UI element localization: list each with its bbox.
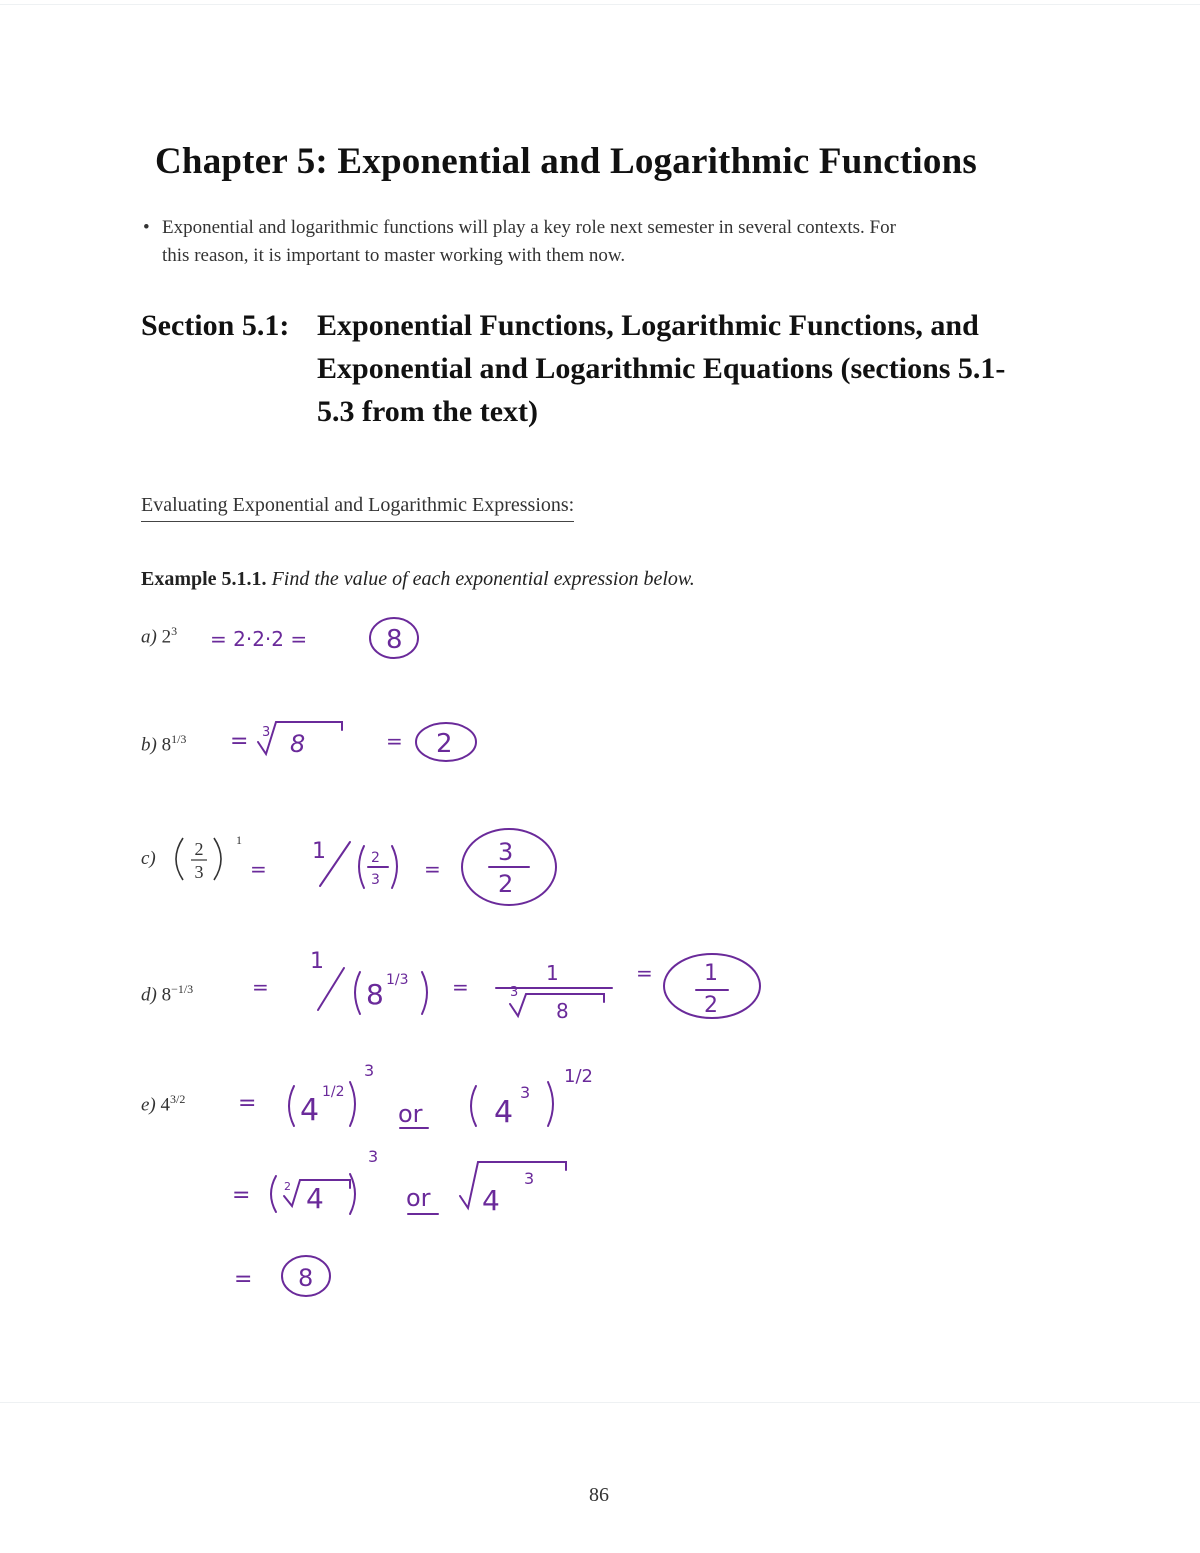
hw-e-equals: = (238, 1091, 257, 1116)
hw-e-outer-exponent: 3 (368, 1147, 379, 1166)
hw-d-radical-index: 3 (510, 985, 519, 1000)
hw-e-or: or (406, 1184, 431, 1212)
problem-base: 2 (161, 626, 172, 648)
chapter-title: Chapter 5: Exponential and Logarithmic Functions (155, 141, 977, 182)
example-label: Example 5.1.1. (141, 568, 267, 590)
hw-e-radicand: 4 (482, 1184, 500, 1217)
hw-b-equals: = (230, 729, 249, 754)
hw-e-equals: = (232, 1183, 251, 1208)
problem-letter: b) (141, 734, 157, 756)
hw-d-answer-denominator: 2 (704, 993, 718, 1018)
section-title-line-2: Exponential and Logarithmic Equations (sections 5.1- (317, 352, 1006, 385)
fraction-denominator: 3 (194, 862, 204, 882)
problem-base: 4 (160, 1094, 171, 1116)
problem-exponent: 1 (236, 833, 242, 847)
hw-e-outer-exponent: 1/2 (564, 1066, 593, 1087)
hw-b-answer: 2 (436, 729, 453, 759)
intro-line-1: Exponential and logarithmic functions will play a key role next semester in several contexts. For (162, 217, 896, 238)
hw-e-radicand: 4 (306, 1182, 324, 1215)
hw-d-equals: = (636, 961, 653, 985)
subheading: Evaluating Exponential and Logarithmic Expressions: (141, 494, 574, 522)
hw-c-frac-denominator: 3 (371, 872, 380, 888)
hw-e-inner-exponent: 1/2 (322, 1084, 345, 1100)
hw-e-base: 4 (494, 1095, 514, 1130)
fraction-numerator: 2 (194, 839, 204, 859)
page-number: 86 (589, 1484, 609, 1506)
hw-e-outer-exponent: 3 (364, 1061, 375, 1080)
hw-b-radicand: 8 (290, 730, 306, 758)
hw-a-answer: 8 (386, 625, 403, 655)
problem-exponent: 3/2 (170, 1092, 186, 1106)
hw-c-frac-numerator: 2 (371, 850, 380, 866)
hw-e-radical-index: 2 (284, 1180, 291, 1193)
hw-e-answer: 8 (298, 1264, 314, 1292)
problem-letter: d) (141, 984, 157, 1006)
hw-c-answer-numerator: 3 (498, 838, 514, 866)
hw-e-exponent: 3 (524, 1169, 535, 1188)
problem-exponent: −1/3 (171, 982, 194, 996)
problem-letter: c) (141, 848, 156, 869)
hw-d-radicand: 8 (556, 999, 569, 1023)
hw-b-equals: = (386, 729, 403, 753)
hw-d-equals: = (252, 975, 269, 999)
hw-e-equals: = (234, 1267, 253, 1292)
hw-d-base: 8 (366, 978, 384, 1011)
problem-base: 8 (161, 984, 172, 1006)
example-prompt: Find the value of each exponential expression below. (271, 568, 695, 590)
hw-c-answer-denominator: 2 (498, 870, 514, 898)
hw-d-one: 1 (310, 949, 324, 974)
bullet-point: • (143, 217, 150, 238)
hw-a-work: = 2·2·2 = (210, 627, 308, 651)
hw-e-or: or (398, 1100, 423, 1128)
problem-letter: a) (141, 626, 157, 648)
intro-line-2: this reason, it is important to master working with them now. (162, 245, 626, 266)
hw-d-frac-numerator: 1 (546, 961, 559, 985)
section-title-line-3: 5.3 from the text) (317, 395, 539, 428)
hw-c-equals: = (250, 857, 267, 881)
section-label: Section 5.1: (141, 309, 290, 342)
section-title-line-1: Exponential Functions, Logarithmic Functions, and (317, 309, 979, 342)
hw-c-equals: = (424, 857, 441, 881)
hw-e-base: 4 (300, 1093, 320, 1128)
hw-d-answer-numerator: 1 (704, 961, 718, 986)
problem-exponent: 3 (171, 624, 178, 638)
problem-exponent: 1/3 (171, 732, 187, 746)
hw-d-equals: = (452, 975, 469, 999)
problem-letter: e) (141, 1094, 156, 1116)
hw-d-exponent: 1/3 (386, 972, 409, 988)
hw-c-one: 1 (312, 839, 326, 864)
problem-base: 8 (161, 734, 172, 756)
hw-b-radical-index: 3 (262, 725, 271, 740)
hw-e-exponent: 3 (520, 1083, 531, 1102)
